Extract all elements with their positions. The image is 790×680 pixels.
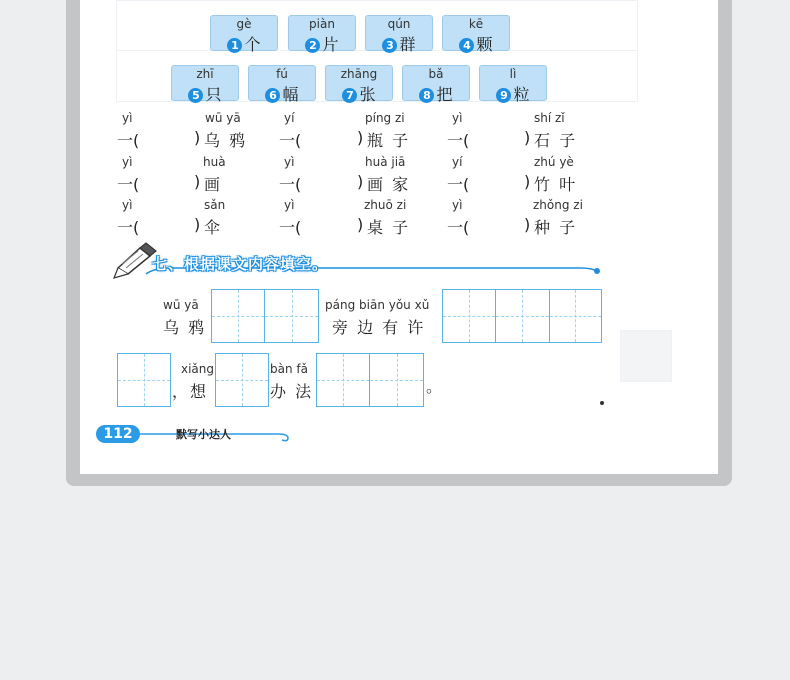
fill-pinyin: wū yā [163,298,199,312]
noun-text: 种 子 [534,218,578,237]
writing-cell[interactable] [317,354,370,406]
noun-pinyin: zhú yè [534,155,574,169]
page-dot [600,401,604,405]
number-badge: 5 [188,88,203,103]
number-badge: 8 [419,88,434,103]
writing-grid[interactable] [442,289,602,343]
page-number-badge: 112 [96,425,140,443]
noun-text: 桌 子 [367,218,411,237]
blank-open: 一( [447,131,470,150]
noun-pinyin: wū yā [205,111,241,125]
section-title: 七、根据课文内容填空。 [152,255,329,273]
measure-word-char: 个 [244,35,261,54]
noun-pinyin: huà jiā [365,155,406,169]
measure-word-box-3 [365,15,433,54]
blank-open: 一( [117,175,140,194]
yi-pinyin: yì [284,155,295,169]
pencil-icon [114,243,156,278]
measure-word-pinyin: fú [276,67,288,81]
writing-grid[interactable] [117,353,171,407]
blank-open: 一( [117,131,140,150]
measure-word-box-9 [479,65,547,104]
yi-pinyin: yì [284,198,295,212]
fill-pinyin: páng biān yǒu xǔ [325,298,430,312]
number-badge: 4 [459,38,474,53]
blank-close: ) [524,172,531,191]
writing-cell[interactable] [443,290,496,342]
measure-word-char: 张 [359,85,376,104]
noun-pinyin: zhǒng zi [533,198,583,212]
measure-word-char: 幅 [282,85,299,104]
writing-cell[interactable] [216,354,268,406]
blank-close: ) [524,215,531,234]
measure-word-char: 群 [399,35,416,54]
measure-word-char: 片 [322,35,339,54]
measure-word-pinyin: bǎ [428,67,444,81]
measure-word-box-8 [402,65,470,104]
yi-pinyin: yí [284,111,295,125]
measure-word-pinyin: kē [468,17,484,31]
fill-text: 旁 边 有 许 [332,318,426,337]
measure-word-box-2 [288,15,356,54]
yi-pinyin: yì [122,111,133,125]
noun-text: 画 家 [367,175,411,194]
yi-pinyin: yì [122,155,133,169]
blank-close: ) [357,172,364,191]
measure-word-char: 粒 [513,85,530,104]
writing-cell[interactable] [212,290,265,342]
blank-close: ) [357,215,364,234]
writing-cell[interactable] [118,354,170,406]
fill-text: 办 法 [270,382,314,401]
footer-label: 默写小达人 [176,428,231,441]
writing-cell[interactable] [496,290,549,342]
yi-pinyin: yì [122,198,133,212]
blank-close: ) [194,172,201,191]
blank-open: 一( [447,218,470,237]
blank-open: 一( [279,218,302,237]
measure-word-box-1 [210,15,278,54]
number-badge: 2 [305,38,320,53]
blank-open: 一( [279,131,302,150]
measure-word-char: 颗 [476,35,493,54]
measure-word-box-7 [325,65,393,104]
measure-word-pinyin: lì [509,67,517,81]
number-badge: 7 [342,88,357,103]
writing-grid[interactable] [211,289,319,343]
measure-word-char: 只 [205,85,222,104]
measure-word-pinyin: gè [236,17,252,31]
number-badge: 1 [227,38,242,53]
writing-grid[interactable] [215,353,269,407]
noun-pinyin: sǎn [204,198,226,212]
writing-cell[interactable] [550,290,601,342]
noun-pinyin: huà [203,155,226,169]
number-badge: 6 [265,88,280,103]
measure-word-char: 把 [436,85,453,104]
blank-close: ) [194,128,201,147]
noun-text: 乌 鸦 [204,131,248,150]
measure-word-box-4 [442,15,510,54]
yi-pinyin: yì [452,111,463,125]
noun-pinyin: shí zǐ [534,111,565,125]
fill-text: ，想 [172,382,209,401]
measure-word-box-5 [171,65,239,104]
measure-word-pinyin: zhī [196,67,214,81]
number-badge: 9 [496,88,511,103]
noun-text: 竹 叶 [534,175,578,194]
fill-pinyin: xiǎng [181,362,215,376]
noun-text: 伞 [204,218,223,237]
blank-close: ) [524,128,531,147]
yi-pinyin: yì [452,198,463,212]
number-badge: 3 [382,38,397,53]
writing-cell[interactable] [265,290,318,342]
blank-close: ) [357,128,364,147]
noun-text: 瓶 子 [367,131,411,150]
fill-text: 乌 鸦 [163,318,207,337]
measure-word-pinyin: piàn [309,17,335,31]
noun-text: 画 [204,175,223,194]
writing-grid[interactable] [316,353,424,407]
noun-pinyin: zhuō zi [364,198,407,212]
measure-word-pinyin: zhāng [340,67,378,81]
blank-close: ) [194,215,201,234]
fill-pinyin: bàn fǎ [270,362,308,376]
noun-pinyin: píng zi [365,111,405,125]
period-mark: 。 [426,377,445,396]
noun-text: 石 子 [534,131,578,150]
yi-pinyin: yí [452,155,463,169]
measure-word-box-6 [248,65,316,104]
blank-open: 一( [117,218,140,237]
blank-open: 一( [279,175,302,194]
blank-open: 一( [447,175,470,194]
writing-cell[interactable] [370,354,423,406]
measure-word-pinyin: qún [387,17,411,31]
faint-qr-code [620,330,672,382]
